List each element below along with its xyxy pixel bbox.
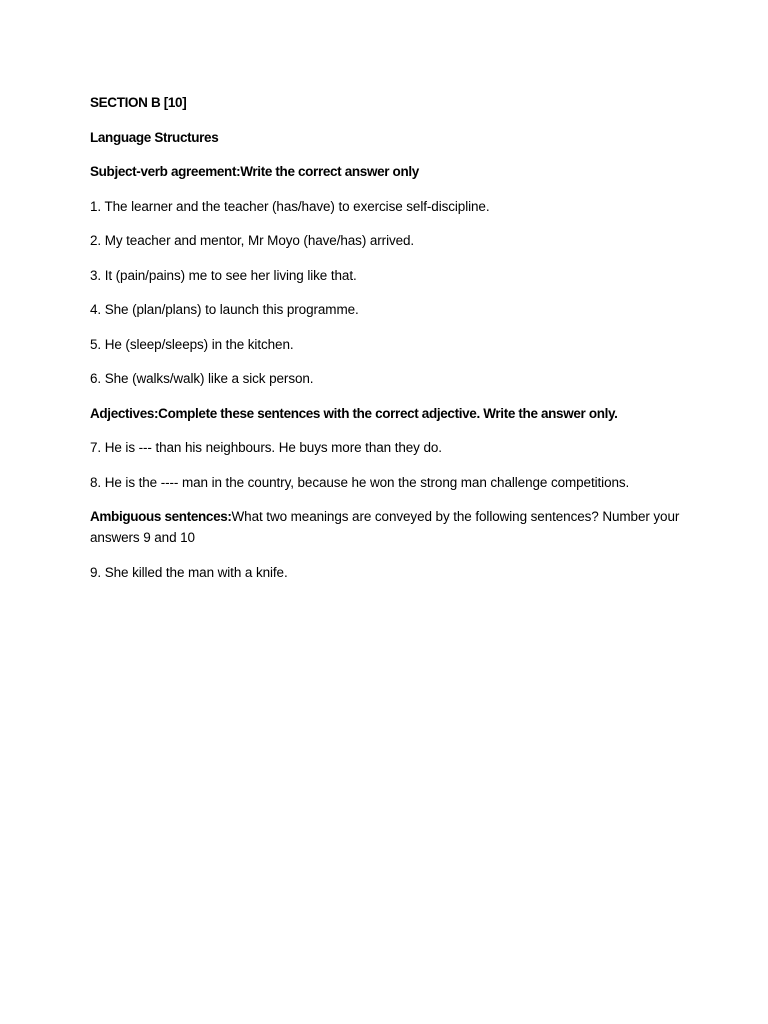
- question-5: 5. He (sleep/sleeps) in the kitchen.: [90, 336, 294, 352]
- subtitle: Language Structures: [90, 129, 219, 145]
- question-8: 8. He is the ---- man in the country, because he won the strong man challenge competitions.: [90, 474, 630, 490]
- question-9: 9. She killed the man with a knife.: [90, 564, 288, 580]
- adjectives-heading: Adjectives:Complete these sentences with the correct adjective. Write the answer only.: [90, 405, 618, 421]
- ambiguous-paragraph: [90, 506, 680, 548]
- ambiguous-instruction: What two meanings are conveyed by the following sentences? Number your answers 9 and 10: [90, 509, 680, 545]
- question-6: 6. She (walks/walk) like a sick person.: [90, 371, 314, 386]
- question-3: 3. It (pain/pains) me to see her living like that.: [90, 267, 357, 283]
- question-4: 4. She (plan/plans) to launch this programme.: [90, 302, 359, 317]
- question-1: 1. The learner and the teacher (has/have) to exercise self-discipline.: [90, 198, 490, 214]
- document-content: [90, 92, 680, 596]
- subject-verb-heading: Subject-verb agreement:Write the correct answer only: [90, 164, 419, 179]
- ambiguous-label: Ambiguous sentences:: [90, 509, 232, 524]
- question-2: 2. My teacher and mentor, Mr Moyo (have/has) arrived.: [90, 233, 415, 248]
- question-7: 7. He is --- than his neighbours. He buys more than they do.: [90, 440, 442, 455]
- section-title: SECTION B [10]: [90, 95, 187, 110]
